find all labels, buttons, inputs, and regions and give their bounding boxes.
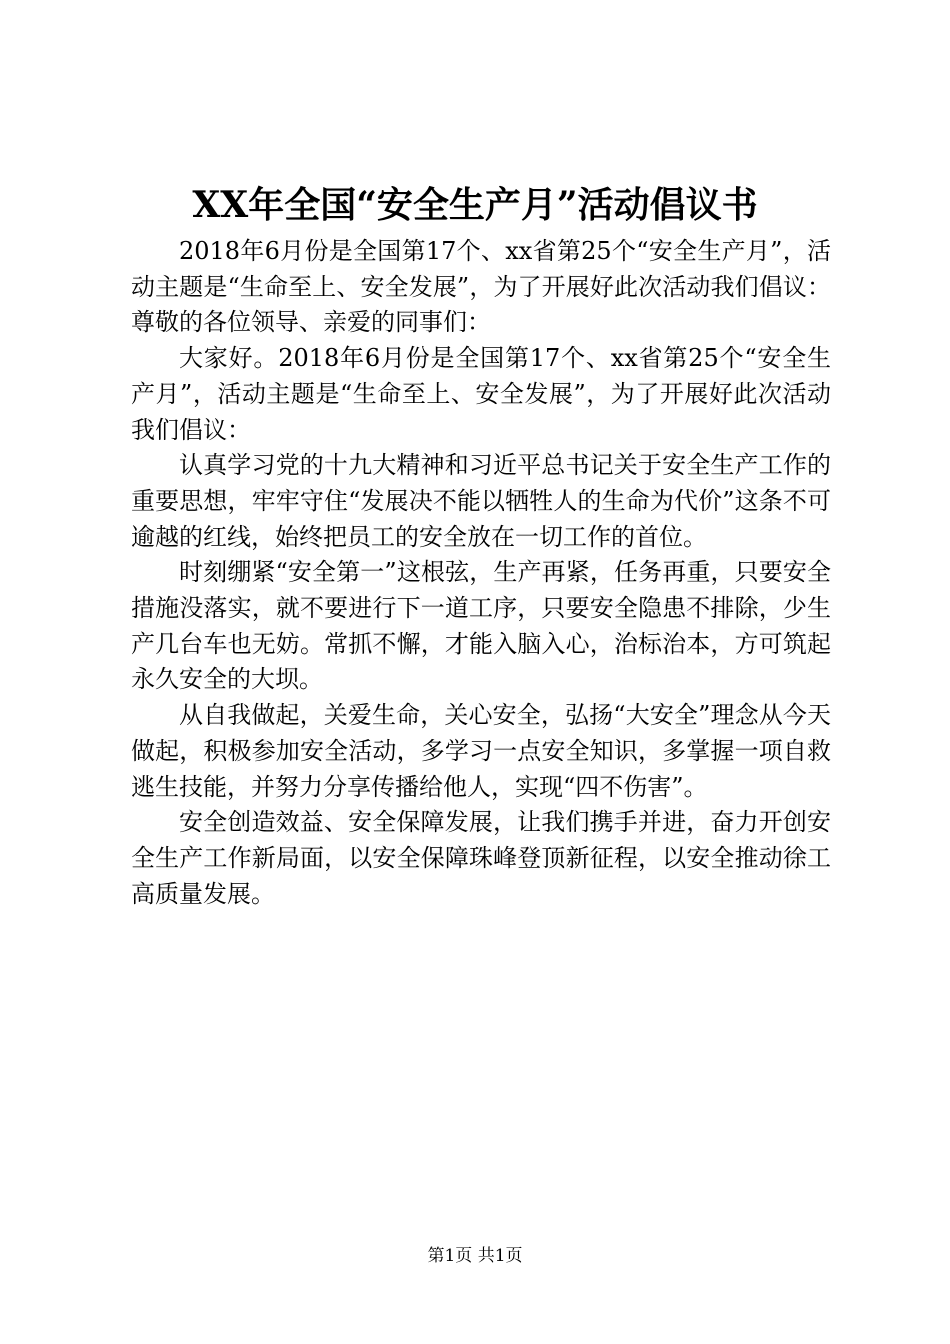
document-body [131, 234, 831, 912]
paragraph: 安全创造效益、安全保障发展，让我们携手并进，奋力开创安全生产工作新局面，以安全保障珠峰登顶新征程，以安全推动徐工高质量发展。 [131, 808, 831, 908]
page-footer: 第1页 共1页 [427, 1246, 523, 1266]
paragraph: 大家好。2018年6月份是全国第17个、xx省第25个“安全生产月”，活动主题是“生命至上、安全发展”，为了开展好此次活动我们倡议： [131, 344, 831, 444]
paragraph: 认真学习党的十九大精神和习近平总书记关于安全生产工作的重要思想，牢牢守住“发展决不能以牺牲人的生命为代价”这条不可逾越的红线，始终把员工的安全放在一切工作的首位。 [131, 451, 831, 551]
document-title: XX年全国“安全生产月”活动倡议书 [192, 184, 758, 226]
paragraph: 从自我做起，关爱生命，关心安全，弘扬“大安全”理念从今天做起，积极参加安全活动，多学习一点安全知识，多掌握一项自救逃生技能，并努力分享传播给他人，实现“四不伤害”。 [131, 701, 831, 801]
paragraph: 时刻绷紧“安全第一”这根弦，生产再紧，任务再重，只要安全措施没落实，就不要进行下一道工序，只要安全隐患不排除，少生产几台车也无妨。常抓不懈，才能入脑入心，治标治本，方可筑起永久安全的大坝。 [131, 558, 831, 694]
paragraph: 2018年6月份是全国第17个、xx省第25个“安全生产月”，活动主题是“生命至上、安全发展”，为了开展好此次活动我们倡议：尊敬的各位领导、亲爱的同事们： [131, 237, 831, 337]
